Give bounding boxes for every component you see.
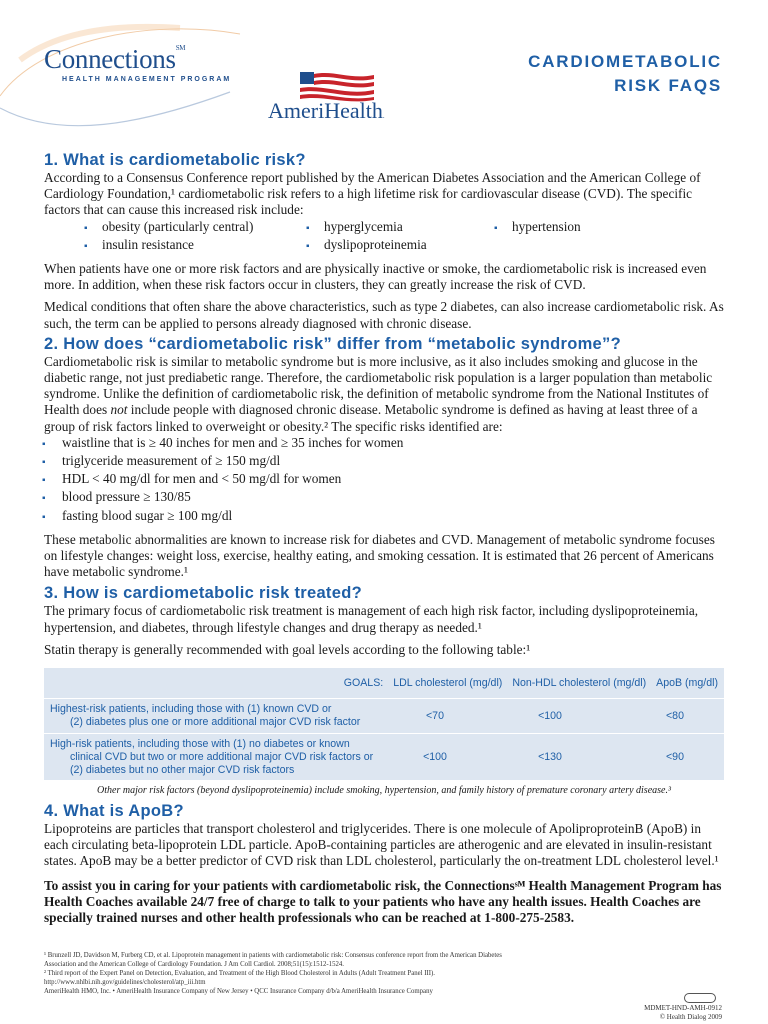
table-row: Highest-risk patients, including those with (1) known CVD or (2) diabetes plus one or more additional major CVD risk factor <70 <100 <80 [44, 699, 724, 734]
list-item: ▪ insulin resistance [84, 237, 306, 255]
reference-item: ² Third report of the Expert Panel on Detection, Evaluation, and Treatment of the High Blood Cholesterol in Adults (Adult Treatment Panel III). http://www.nhlbi.nih.gov/guidelines/cholesterol/atp_iii.htm [44, 970, 435, 986]
document-code: MDMET-HND-AMH-0912 © Health Dialog 2009 [644, 1004, 722, 1021]
section1-heading: 1. What is cardiometabolic risk? [44, 151, 306, 169]
list-item: ▪ obesity (particularly central) [84, 219, 306, 237]
connections-subtitle: HEALTH MANAGEMENT PROGRAM [62, 76, 232, 83]
table-header: GOALS: LDL cholesterol (mg/dl) Non-HDL cholesterol (mg/dl) ApoB (mg/dl) [44, 668, 724, 699]
risk-factor-list [84, 219, 724, 255]
section4-heading: 4. What is ApoB? [44, 802, 184, 821]
references [44, 952, 514, 998]
metabolic-risk-list [44, 435, 724, 526]
health-coach-notice: To assist you in caring for your patients with cardiometabolic risk, the Connectionsˢᴹ Health Management Program has Health Coaches available 24/7 free of charge to talk to your patients who have any health issues. Health Coaches are specially trained nurses and other health professionals who can be reached at 1-800-275-2583. [44, 877, 722, 926]
section3-paragraph: Statin therapy is generally recommended with goal levels according to the following table:¹ [44, 641, 531, 657]
list-item: ▪ blood pressure ≥ 130/85 [44, 489, 724, 507]
goals-table [44, 668, 724, 780]
reference-item: AmeriHealth HMO, Inc. • AmeriHealth Insurance Company of New Jersey • QCC Insurance Company d/b/a AmeriHealth Insurance Company [44, 988, 433, 996]
list-item: ▪ hyperglycemia [306, 219, 494, 237]
recycle-logo-icon [684, 993, 716, 1003]
document-title: CARDIOMETABOLIC RISK FAQS [528, 52, 722, 95]
list-item: ▪ hypertension [494, 219, 694, 237]
reference-item: ¹ Brunzell JD, Davidson M, Furberg CD, et al. Lipoprotein management in patients with cardiometabolic risk: Consensus conference report from the American Diabetes Association and the American College of Cardiology Foundation. J Am Coll Cardiol. 2008;51(15):1512-1524. [44, 952, 502, 968]
section2-paragraph: Cardiometabolic risk is similar to metabolic syndrome but is more inclusive, as it also includes smoking and glucose in the diabetic range, not just prediabetic range. Therefore, the cardiometabolic risk population is a larger population than metabolic syndrome. Unlike the definition of cardiometabolic risk, the definition of metabolic syndrome from the National Institutes of Health does not include people with diagnosed chronic disease. Metabolic syndrome is defined as having at least three of a group of risk factors linked to overweight or obesity.² The specific risks identified are: [44, 353, 713, 434]
list-item: ▪ triglyceride measurement of ≥ 150 mg/dl [44, 453, 724, 471]
section4-paragraph: Lipoproteins are particles that transport cholesterol and triglycerides. There is one molecule of ApoliproproteinB (ApoB) in each circulating beta-lipoprotein LDL particle. ApoB-containing particles are atherogenic and are elevated in insulin-resistant states. ApoB may be a better predictor of CVD risk than LDL cholesterol, particularly the on-treatment LDL cholesterol level.¹ [44, 821, 719, 869]
main-content [44, 150, 724, 926]
section1-intro: According to a Consensus Conference report published by the American Diabetes Association and the American College of Cardiology Foundation,¹ cardiometabolic risk refers to a high lifetime risk for cardiovascular disease (CVD). The specific factors that can cause this increased risk include: [44, 170, 701, 218]
list-item: ▪ waistline that is ≥ 40 inches for men and ≥ 35 inches for women [44, 435, 724, 453]
section2-heading: 2. How does “cardiometabolic risk” differ from “metabolic syndrome”? [44, 334, 621, 353]
table-note: Other major risk factors (beyond dyslipoproteinemia) include smoking, hypertension, and family history of premature coronary artery disease.³ [97, 785, 671, 797]
section1-paragraph: Medical conditions that often share the above characteristics, such as type 2 diabetes, can also increase cardiometabolic risk. As such, the term can be applied to persons already diagnosed with chronic disease. [44, 299, 724, 331]
section3-paragraph: The primary focus of cardiometabolic risk treatment is management of each high risk factor, including dyslipoproteinemia, hypertension, and diabetes, through lifestyle changes and drug therapy as needed.¹ [44, 603, 699, 635]
list-item: ▪ fasting blood sugar ≥ 100 mg/dl [44, 508, 724, 526]
connections-logo: Connections℠ [44, 44, 186, 74]
table-row: High-risk patients, including those with (1) no diabetes or known clinical CVD but two or more additional major CVD risk factors or (2) diabetes but no other major CVD risk factors <100 <130 <90 [50, 737, 684, 776]
amerihealth-logo: AmeriHealth. [268, 98, 385, 123]
section1-paragraph: When patients have one or more risk factors and are physically inactive or smoke, the cardiometabolic risk is increased even more. In addition, when these risk factors occur in clusters, they can greatly increase the risk of CVD. [44, 261, 707, 293]
section3-heading: 3. How is cardiometabolic risk treated? [44, 584, 362, 603]
list-item: ▪ dyslipoproteinemia [306, 237, 494, 255]
section2-paragraph: These metabolic abnormalities are known to increase risk for diabetes and CVD. Management of metabolic syndrome focuses on lifestyle changes: weight loss, exercise, healthy eating, and smoking cessation. It is estimated that 26 percent of Americans have metabolic syndrome.¹ [44, 531, 715, 580]
list-item: ▪ HDL < 40 mg/dl for men and < 50 mg/dl for women [44, 471, 724, 489]
